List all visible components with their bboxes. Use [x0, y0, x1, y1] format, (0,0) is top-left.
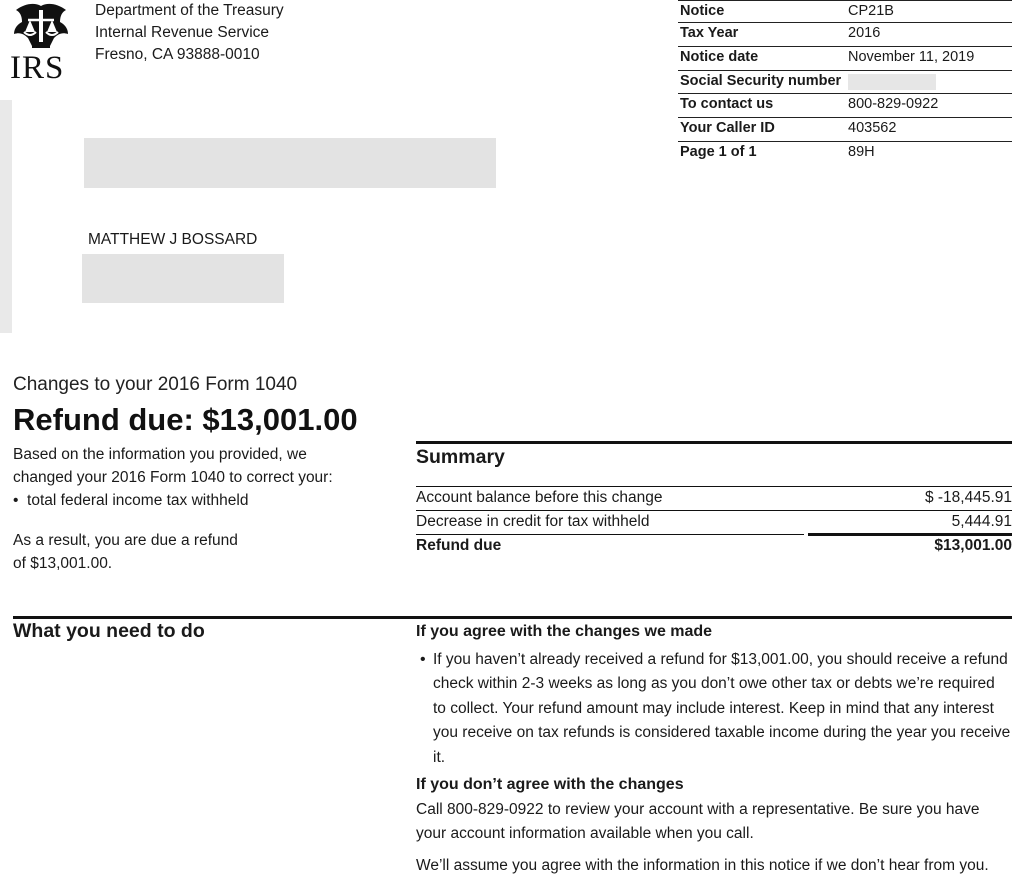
margin-bar [0, 100, 12, 333]
redacted-address-block [84, 138, 496, 188]
disagree-text: Call 800-829-0922 to review your account with a representative. Be sure you have your account information available when you call. [416, 801, 980, 843]
intro-bullet-text: total federal income tax withheld [27, 492, 249, 509]
sender-department: Department of the Treasury [95, 2, 284, 19]
summary-top-rule [416, 441, 1012, 444]
caller-id-value: 403562 [848, 120, 897, 137]
redacted-recipient-address [82, 254, 284, 303]
notice-info-row [678, 142, 1012, 165]
ssn-label: Social Security number [680, 72, 842, 89]
notice-info-row [678, 94, 1012, 118]
disagree-heading: If you don’t agree with the changes [416, 776, 684, 793]
notice-info-row [678, 118, 1012, 142]
irs-logo-text: IRS [10, 50, 65, 86]
summary-total-value: $13,001.00 [934, 537, 1012, 554]
result-line-2: of $13,001.00. [13, 555, 113, 572]
notice-info-row [678, 0, 1012, 23]
summary-heading: Summary [416, 446, 505, 468]
summary-row-refund [416, 535, 1012, 559]
what-to-do-heading: What you need to do [13, 620, 205, 642]
sender-city: Fresno, CA 93888-0010 [95, 46, 260, 63]
treasury-eagle-icon [10, 0, 72, 52]
notice-date-label: Notice date [680, 48, 759, 65]
summary-label: Account balance before this change [416, 489, 663, 506]
notice-date-value: November 11, 2019 [848, 48, 975, 65]
intro-line-2: changed your 2016 Form 1040 to correct your: [13, 469, 333, 486]
page-code-value: 89H [848, 143, 875, 160]
intro-line-1: Based on the information you provided, we [13, 446, 307, 463]
sender-agency: Internal Revenue Service [95, 24, 270, 41]
notice-value: CP21B [848, 3, 894, 19]
assume-agree-text: We’ll assume you agree with the information in this notice if we don’t hear from you. [416, 857, 989, 874]
notice-info-row [678, 71, 1012, 95]
agree-text: If you haven’t already received a refund for $13,001.00, you should receive a refund check within 2-3 weeks as long as you don’t owe other tax or debts we’re required to collect. Your refund amount may include interest. Keep in mind that any interest you receive on tax refunds is considered taxable income during the year you receive it. [433, 651, 1011, 766]
recipient-name: MATTHEW J BOSSARD [88, 231, 258, 248]
summary-label: Decrease in credit for tax withheld [416, 513, 650, 530]
bullet-icon: • [13, 492, 28, 509]
intro-bullet [13, 489, 343, 512]
contact-value: 800-829-0922 [848, 96, 939, 113]
result-line-1: As a result, you are due a refund [13, 532, 238, 549]
irs-logo [8, 0, 74, 88]
notice-label: Notice [680, 3, 725, 19]
caller-id-label: Your Caller ID [680, 120, 775, 137]
notice-subtitle: Changes to your 2016 Form 1040 [13, 374, 298, 395]
summary-value: $ -18,445.91 [924, 489, 1012, 506]
page-title: Refund due: $13,001.00 [13, 402, 358, 437]
notice-info-row [678, 47, 1012, 71]
summary-row-balance [416, 487, 1012, 511]
summary-value: 5,444.91 [951, 513, 1012, 530]
section-rule [13, 616, 1012, 619]
contact-label: To contact us [680, 96, 774, 113]
summary-label: Refund due [416, 537, 502, 554]
page-label: Page 1 of 1 [680, 143, 757, 160]
bullet-icon: • [420, 651, 426, 668]
tax-year-label: Tax Year [680, 25, 739, 41]
tax-year-value: 2016 [848, 25, 881, 41]
agree-heading: If you agree with the changes we made [416, 623, 713, 640]
ssn-redacted [848, 74, 936, 90]
notice-info-table [678, 0, 1012, 165]
notice-info-row [678, 23, 1012, 47]
summary-row-decrease [416, 511, 1012, 535]
